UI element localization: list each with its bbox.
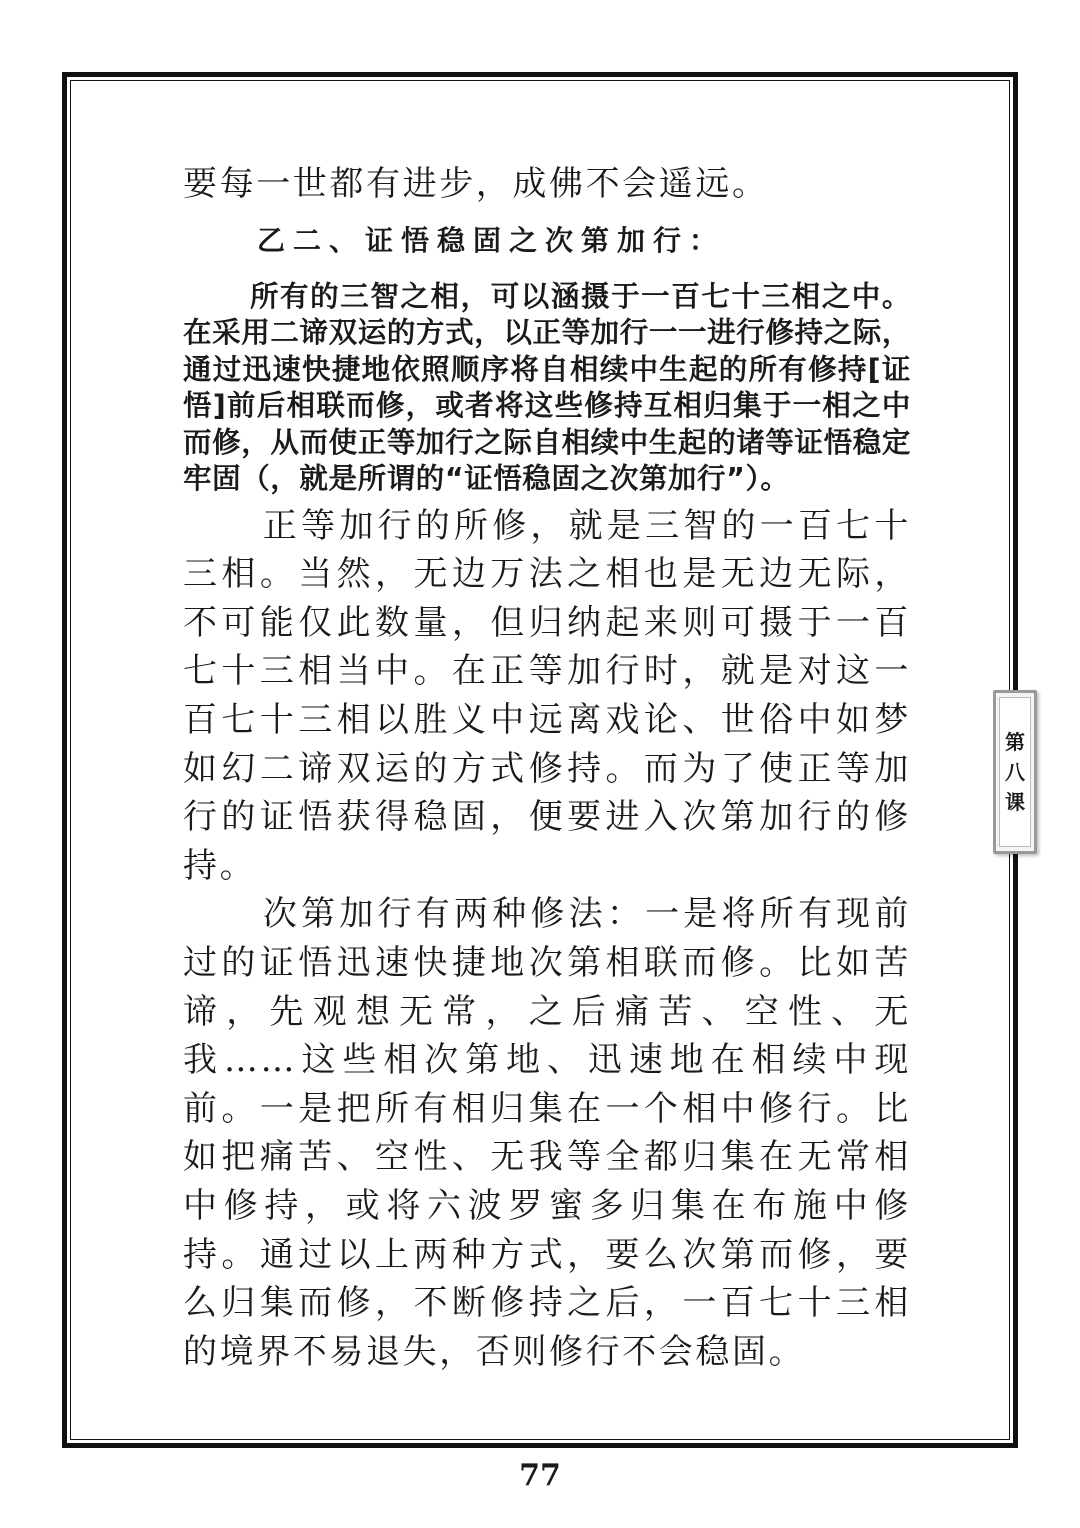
chapter-tab-char-2: 八: [1005, 760, 1025, 784]
chapter-tab-char-3: 课: [1005, 790, 1025, 814]
page-body: [183, 160, 911, 1376]
section-heading: 乙二、证悟稳固之次第加行：: [257, 223, 726, 257]
opening-line: 要每一世都有进步，成佛不会遥远。: [183, 164, 769, 204]
page-number: 77: [519, 1458, 561, 1493]
body-paragraph-2: 次第加行有两种修法：一是将所有现前过的证悟迅速快捷地次第相联而修。比如苦谛，先观想无常，之后痛苦、空性、无我……这些相次第地、迅速地在相续中现前。一是把所有相归集在一个相中修行。比如把痛苦、空性、无我等全都归集在无常相中修持，或将六波罗蜜多归集在布施中修持。通过以上两种方式，要么次第而修，要么归集而修，不断修持之后，一百七十三相的境界不易退失，否则修行不会稳固。: [183, 894, 911, 1372]
chapter-side-tab-inner: [999, 697, 1031, 847]
body-paragraph-1: 正等加行的所修，就是三智的一百七十三相。当然，无边万法之相也是无边无际，不可能仅此数量，但归纳起来则可摄于一百七十三相当中。在正等加行时，就是对这一百七十三相以胜义中远离戏论、世俗中如梦如幻二谛双运的方式修持。而为了使正等加行的证悟获得稳固，便要进入次第加行的修持。: [183, 505, 911, 886]
chapter-side-tab: [993, 690, 1037, 854]
quote-paragraph: 所有的三智之相，可以涵摄于一百七十三相之中。在采用二谛双运的方式，以正等加行一一进行修持之际，通过迅速快捷地依照顺序将自相续中生起的所有修持[证悟]前后相联而修，或者将这些修持互相归集于一相之中而修，从而使正等加行之际自相续中生起的诸等证悟稳定牢固（，就是所谓的“证悟稳固之次第加行”）。: [183, 279, 911, 496]
chapter-tab-char-1: 第: [1005, 730, 1025, 754]
